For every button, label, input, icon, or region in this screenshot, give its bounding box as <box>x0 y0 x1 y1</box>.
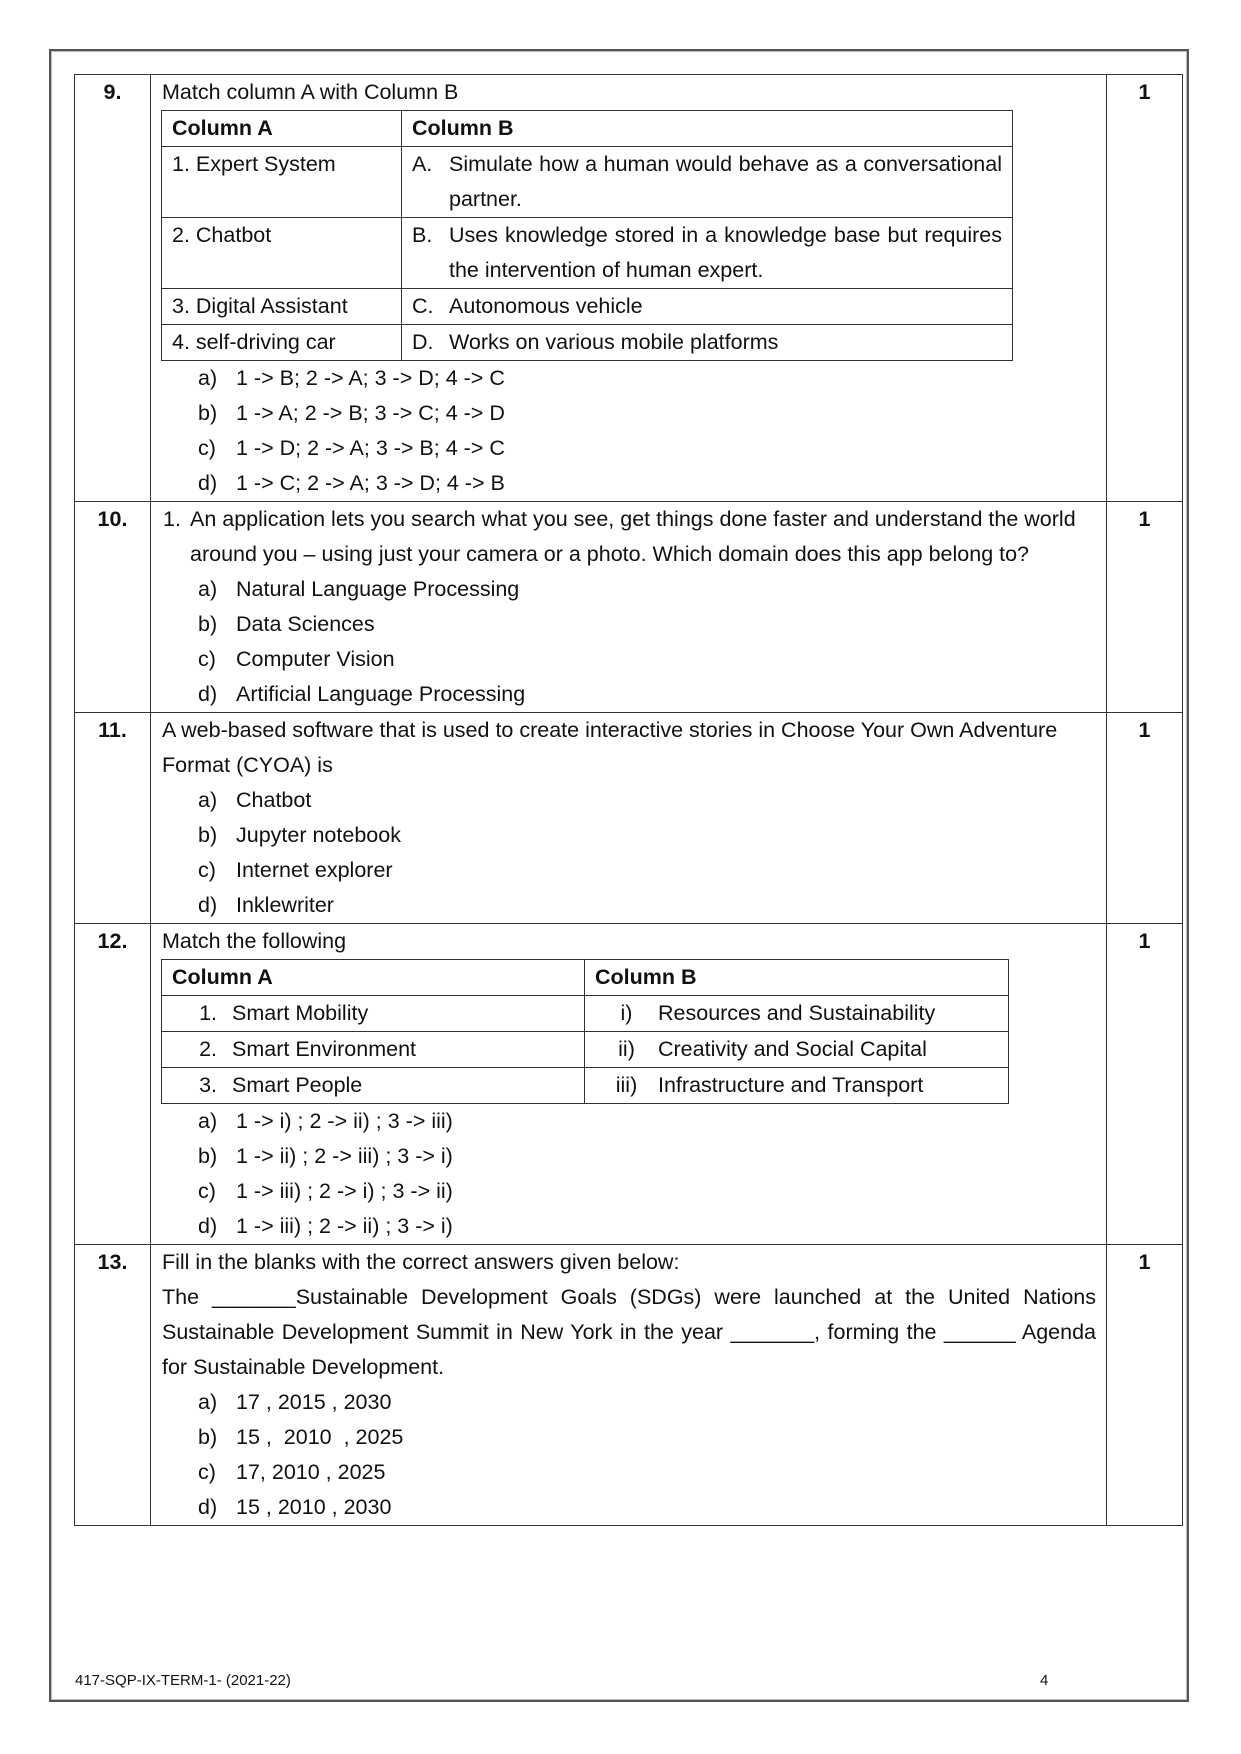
option-d <box>161 1209 1096 1244</box>
option-a <box>161 1385 1096 1420</box>
option-text: Data Sciences <box>236 612 375 636</box>
column-b-cell <box>402 325 1013 361</box>
column-b-cell <box>402 147 1013 218</box>
column-a-key: 3. <box>199 1073 217 1097</box>
option-label: d) <box>198 893 218 917</box>
column-b-header: Column B <box>585 960 1009 996</box>
option-text: Artificial Language Processing <box>236 682 526 706</box>
column-b-text: Simulate how a human would behave as a conversational partner. <box>449 152 1002 211</box>
option-text: 15 , 2010 , 2030 <box>236 1495 392 1519</box>
question-number: 11. <box>75 713 151 924</box>
answer-options <box>161 361 1096 501</box>
option-label: b) <box>198 401 218 425</box>
column-b-text: Works on various mobile platforms <box>449 330 779 354</box>
option-d <box>161 888 1096 923</box>
column-a-cell: 3. Digital Assistant <box>162 289 402 325</box>
match-table <box>161 959 1009 1104</box>
column-a-key: 2. <box>199 1037 217 1061</box>
column-b-key: C. <box>412 294 434 318</box>
question-prompt: Match the following <box>162 929 347 953</box>
option-text: Inklewriter <box>236 893 334 917</box>
option-d <box>161 466 1096 501</box>
option-d <box>161 677 1096 712</box>
match-table <box>161 110 1013 361</box>
prompt-number: 1. <box>163 507 181 531</box>
option-text: 1 -> A; 2 -> B; 3 -> C; 4 -> D <box>236 401 505 425</box>
column-a-cell: 1. Expert System <box>162 147 402 218</box>
column-b-text: Infrastructure and Transport <box>658 1073 924 1097</box>
match-row <box>162 325 1013 361</box>
column-b-cell <box>585 996 1009 1032</box>
option-text: 17, 2010 , 2025 <box>236 1460 386 1484</box>
option-label: a) <box>198 366 218 390</box>
answer-options <box>161 783 1096 923</box>
question-marks: 1 <box>1107 713 1183 924</box>
question-table <box>74 74 1183 1526</box>
question-row-11 <box>75 713 1183 924</box>
footer-page-number: 4 <box>1040 1672 1049 1689</box>
option-a <box>161 361 1096 396</box>
column-b-text: Uses knowledge stored in a knowledge base but requires the intervention of human expert. <box>449 223 1002 282</box>
column-a-header: Column A <box>162 960 585 996</box>
question-row-10 <box>75 502 1183 713</box>
question-marks: 1 <box>1107 924 1183 1245</box>
column-b-text: Autonomous vehicle <box>449 294 643 318</box>
column-a-key: 1. <box>199 1001 217 1025</box>
option-b <box>161 396 1096 431</box>
option-c <box>161 642 1096 677</box>
column-b-key: D. <box>412 330 434 354</box>
option-text: Natural Language Processing <box>236 577 520 601</box>
option-label: c) <box>198 1179 216 1203</box>
question-row-13 <box>75 1245 1183 1526</box>
option-text: Jupyter notebook <box>236 823 401 847</box>
answer-options <box>161 572 1096 712</box>
column-b-cell <box>402 289 1013 325</box>
column-b-key: B. <box>412 223 433 247</box>
question-prompt: A web-based software that is used to create interactive stories in Choose Your Own Adventure Format (CYOA) is <box>162 718 1058 777</box>
match-row <box>162 1068 1009 1104</box>
option-label: b) <box>198 1425 218 1449</box>
column-a-cell <box>162 1032 585 1068</box>
column-b-key: A. <box>412 152 433 176</box>
column-b-cell <box>402 218 1013 289</box>
option-label: d) <box>198 1495 218 1519</box>
option-c <box>161 1174 1096 1209</box>
option-label: c) <box>198 647 216 671</box>
column-b-text: Creativity and Social Capital <box>658 1037 927 1061</box>
option-label: c) <box>198 1460 216 1484</box>
question-body <box>151 924 1107 1245</box>
question-marks: 1 <box>1107 1245 1183 1526</box>
option-label: c) <box>198 436 216 460</box>
match-row <box>162 1032 1009 1068</box>
question-number: 12. <box>75 924 151 1245</box>
option-text: 1 -> B; 2 -> A; 3 -> D; 4 -> C <box>236 366 505 390</box>
column-a-cell <box>162 996 585 1032</box>
question-number: 9. <box>75 75 151 502</box>
option-label: a) <box>198 577 218 601</box>
option-label: b) <box>198 823 218 847</box>
column-b-header: Column B <box>402 111 1013 147</box>
option-text: 1 -> ii) ; 2 -> iii) ; 3 -> i) <box>236 1144 453 1168</box>
question-number: 13. <box>75 1245 151 1526</box>
question-body <box>151 1245 1107 1526</box>
option-b <box>161 1420 1096 1455</box>
option-text: 1 -> iii) ; 2 -> ii) ; 3 -> i) <box>236 1214 453 1238</box>
question-marks: 1 <box>1107 502 1183 713</box>
prompt-text: An application lets you search what you see, get things done faster and understand the world around you – using just your camera or a photo. Which domain does this app belong to? <box>190 507 1076 566</box>
column-a-text: Smart Environment <box>232 1037 417 1061</box>
match-row <box>162 218 1013 289</box>
column-a-cell <box>162 1068 585 1104</box>
match-row <box>162 996 1009 1032</box>
option-text: 1 -> iii) ; 2 -> i) ; 3 -> ii) <box>236 1179 453 1203</box>
option-b <box>161 818 1096 853</box>
question-body <box>151 502 1107 713</box>
question-marks: 1 <box>1107 75 1183 502</box>
option-b <box>161 1139 1096 1174</box>
column-b-text: Resources and Sustainability <box>658 1001 936 1025</box>
question-body <box>151 713 1107 924</box>
option-text: 1 -> C; 2 -> A; 3 -> D; 4 -> B <box>236 471 505 495</box>
option-text: Chatbot <box>236 788 312 812</box>
option-b <box>161 607 1096 642</box>
option-text: Computer Vision <box>236 647 395 671</box>
column-a-cell: 4. self-driving car <box>162 325 402 361</box>
option-c <box>161 431 1096 466</box>
column-b-key: iii) <box>615 1073 638 1097</box>
column-a-text: Smart Mobility <box>232 1001 369 1025</box>
column-b-cell <box>585 1032 1009 1068</box>
question-prompt <box>161 502 1096 572</box>
column-a-cell: 2. Chatbot <box>162 218 402 289</box>
match-row <box>162 147 1013 218</box>
option-label: b) <box>198 1144 218 1168</box>
footer-paper-code: 417-SQP-IX-TERM-1- (2021-22) <box>75 1672 291 1689</box>
option-label: d) <box>198 1214 218 1238</box>
option-text: 15 , 2010 , 2025 <box>236 1425 404 1449</box>
option-text: 1 -> D; 2 -> A; 3 -> B; 4 -> C <box>236 436 505 460</box>
option-text: Internet explorer <box>236 858 393 882</box>
column-b-key: i) <box>620 1001 633 1025</box>
column-a-header: Column A <box>162 111 402 147</box>
answer-options <box>161 1104 1096 1244</box>
option-text: 17 , 2015 , 2030 <box>236 1390 392 1414</box>
option-label: c) <box>198 858 216 882</box>
option-a <box>161 1104 1096 1139</box>
option-c <box>161 853 1096 888</box>
option-d <box>161 1490 1096 1525</box>
question-prompt: Match column A with Column B <box>162 80 459 104</box>
option-label: d) <box>198 471 218 495</box>
option-label: a) <box>198 1109 218 1133</box>
option-label: a) <box>198 1390 218 1414</box>
column-a-text: Smart People <box>232 1073 363 1097</box>
option-text: 1 -> i) ; 2 -> ii) ; 3 -> iii) <box>236 1109 453 1133</box>
option-label: a) <box>198 788 218 812</box>
column-b-key: ii) <box>618 1037 635 1061</box>
question-body <box>151 75 1107 502</box>
answer-options <box>161 1385 1096 1525</box>
option-label: d) <box>198 682 218 706</box>
option-c <box>161 1455 1096 1490</box>
question-number: 10. <box>75 502 151 713</box>
fill-in-blank-text: The _______Sustainable Development Goals (SDGs) were launched at the United Nations Sustainable Development Summit in New York in the year _______, forming the ______ Agenda for Sustainable Development. <box>162 1285 1096 1379</box>
question-prompt: Fill in the blanks with the correct answers given below: <box>162 1250 680 1274</box>
question-row-9 <box>75 75 1183 502</box>
option-a <box>161 783 1096 818</box>
option-label: b) <box>198 612 218 636</box>
match-row <box>162 289 1013 325</box>
option-a <box>161 572 1096 607</box>
question-row-12 <box>75 924 1183 1245</box>
column-b-cell <box>585 1068 1009 1104</box>
